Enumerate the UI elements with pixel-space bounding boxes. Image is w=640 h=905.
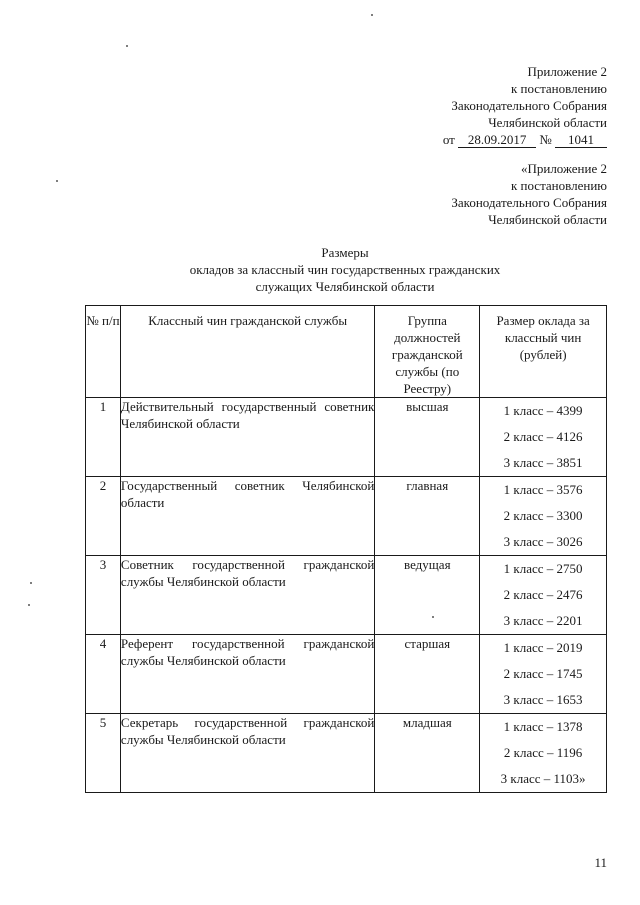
date-prefix: от: [442, 132, 455, 147]
salary-item: 2 класс – 4126: [503, 429, 583, 444]
table-row: [86, 714, 607, 793]
appendix-title: Приложение 2: [527, 64, 607, 79]
salary-item: 1 класс – 4399: [503, 403, 583, 418]
row-group: старшая: [375, 635, 480, 714]
salary-item: 2 класс – 1196: [503, 745, 583, 760]
page-number: 11: [594, 855, 607, 870]
salary-item: 3 класс – 1103»: [500, 771, 586, 786]
appendix-line: к постановлению: [510, 178, 607, 193]
table-row: [86, 398, 607, 477]
salary-item: 3 класс – 3851: [503, 455, 583, 470]
title-line: окладов за классный чин государственных гражданских: [189, 262, 501, 277]
row-num: 5: [86, 714, 121, 793]
scan-speck: [371, 14, 373, 16]
row-group: ведущая: [375, 556, 480, 635]
appendix-header-previous: [451, 160, 607, 228]
appendix-line: к постановлению: [510, 81, 607, 96]
header-rank: Классный чин гражданской службы: [120, 306, 374, 398]
row-group: главная: [375, 477, 480, 556]
row-group: высшая: [375, 398, 480, 477]
row-rank: Референт государственной гражданской службы Челябинской области: [120, 635, 374, 714]
appendix-line: Челябинской области: [488, 115, 607, 130]
number-sign: №: [539, 132, 552, 147]
appendix-line: Законодательного Собрания: [451, 195, 607, 210]
table-row: [86, 556, 607, 635]
row-rank: Государственный советник Челябинской области: [120, 477, 374, 556]
row-rank: Действительный государственный советник Челябинской области: [120, 398, 374, 477]
row-num: 1: [86, 398, 121, 477]
salary-item: 3 класс – 1653: [503, 692, 583, 707]
row-rank: Советник государственной гражданской службы Челябинской области: [120, 556, 374, 635]
title-line: Размеры: [321, 245, 369, 260]
appendix-line: Челябинской области: [488, 212, 607, 227]
scan-speck: [126, 45, 128, 47]
salary-table: [85, 305, 607, 793]
salary-item: 2 класс – 3300: [503, 508, 583, 523]
salary-item: 3 класс – 3026: [503, 534, 583, 549]
row-salaries: [480, 635, 607, 714]
scan-speck: [56, 180, 58, 182]
row-num: 4: [86, 635, 121, 714]
salary-item: 1 класс – 2750: [503, 561, 583, 576]
salary-item: 2 класс – 1745: [503, 666, 583, 681]
resolution-date: 28.09.2017: [458, 133, 536, 148]
salary-item: 1 класс – 1378: [503, 719, 583, 734]
header-group: Группа должностей гражданской службы (по Реестру): [375, 306, 480, 398]
appendix-line: Законодательного Собрания: [451, 98, 607, 113]
appendix-date-line: [443, 131, 607, 148]
salary-item: 1 класс – 2019: [503, 640, 583, 655]
scan-speck: [28, 604, 30, 606]
row-num: 3: [86, 556, 121, 635]
row-salaries: [480, 714, 607, 793]
appendix-header-current: [443, 63, 607, 148]
row-num: 2: [86, 477, 121, 556]
salary-item: 3 класс – 2201: [503, 613, 583, 628]
table-row: [86, 635, 607, 714]
table-row: [86, 477, 607, 556]
document-title: [0, 244, 640, 295]
row-salaries: [480, 398, 607, 477]
table-header-row: [86, 306, 607, 398]
salary-item: 1 класс – 3576: [503, 482, 583, 497]
title-line: служащих Челябинской области: [255, 279, 435, 294]
row-rank: Секретарь государственной гражданской службы Челябинской области: [120, 714, 374, 793]
resolution-number: 1041: [555, 133, 607, 148]
scan-speck: [30, 582, 32, 584]
salary-item: 2 класс – 2476: [503, 587, 583, 602]
row-salaries: [480, 556, 607, 635]
header-salary: Размер оклада за классный чин (рублей): [480, 306, 607, 398]
header-num: № п/п: [86, 306, 121, 398]
row-salaries: [480, 477, 607, 556]
row-group: младшая: [375, 714, 480, 793]
appendix-title: «Приложение 2: [520, 161, 607, 176]
